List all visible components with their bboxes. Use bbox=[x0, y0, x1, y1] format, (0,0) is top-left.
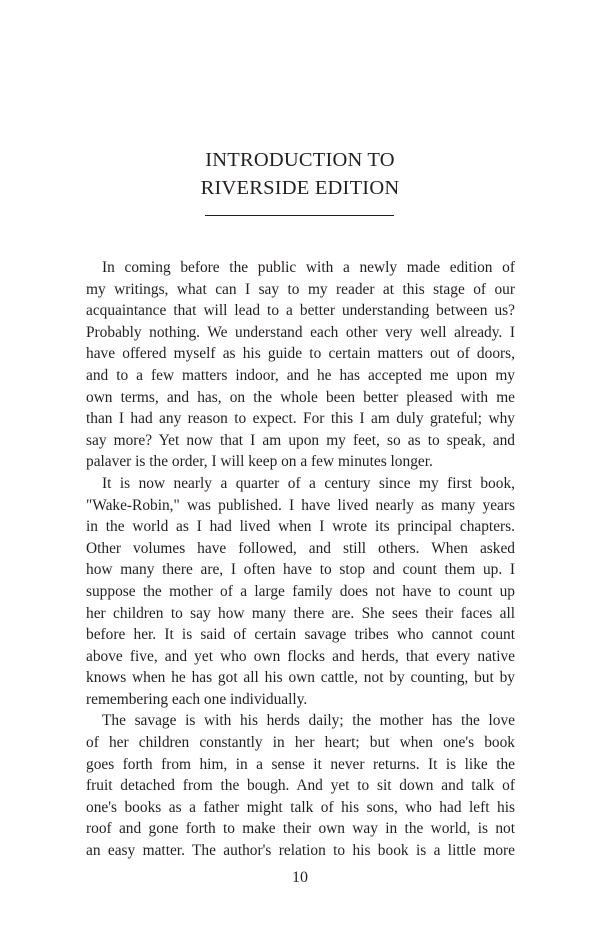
text-line: roof and gone forth to make their own way in the world, is not bbox=[86, 820, 515, 838]
paragraph bbox=[86, 710, 515, 861]
text-line: palaver is the order, I will keep on a few minutes longer. bbox=[86, 453, 433, 471]
text-line: Probably nothing. We understand each other very well already. I bbox=[86, 323, 515, 341]
text-line: her children to say how many there are. She sees their faces all bbox=[86, 604, 515, 622]
paragraph bbox=[86, 473, 515, 711]
chapter-title-line-2: RIVERSIDE EDITION bbox=[200, 177, 400, 199]
text-line: goes forth from him, in a sense it never returns. It is like the bbox=[86, 755, 515, 773]
text-line: and to a few matters indoor, and he has accepted me upon my bbox=[86, 366, 515, 384]
text-line: above five, and yet who own flocks and herds, that every native bbox=[86, 647, 515, 665]
text-line: The savage is with his herds daily; the mother has the love bbox=[102, 712, 515, 730]
text-line: before her. It is said of certain savage tribes who cannot count bbox=[86, 626, 515, 644]
text-line: have offered myself as his guide to certain matters out of doors, bbox=[86, 345, 515, 363]
text-line: "Wake-Robin," was published. I have lived nearly as many years bbox=[86, 496, 515, 514]
text-line: than I had any reason to expect. For this I am duly grateful; why bbox=[86, 410, 515, 428]
text-line: In coming before the public with a newly made edition of bbox=[102, 259, 515, 276]
text-line: an easy matter. The author's relation to his book is a little more bbox=[86, 842, 515, 860]
page-number: 10 bbox=[292, 869, 308, 886]
text-line: It is now nearly a quarter of a century since my first book, bbox=[102, 474, 515, 492]
chapter-title bbox=[0, 146, 600, 202]
text-line: say more? Yet now that I am upon my feet, so as to speak, and bbox=[86, 431, 515, 449]
text-line: Other volumes have followed, and still others. When asked bbox=[86, 539, 515, 557]
text-line: fruit detached from the bough. And yet to sit down and talk of bbox=[86, 777, 515, 795]
text-line: suppose the mother of a large family does not have to count up bbox=[86, 582, 515, 600]
text-line: knows when he has got all his own cattle, not by counting, but by bbox=[86, 669, 515, 687]
text-line: one's books as a father might talk of his sons, who had left his bbox=[86, 798, 515, 816]
text-line: my writings, what can I say to my reader at this stage of our bbox=[86, 280, 515, 298]
text-line: of her children constantly in her heart; but when one's book bbox=[86, 734, 515, 752]
title-divider-rule bbox=[205, 215, 394, 216]
text-line: own terms, and has, on the whole been better pleased with me bbox=[86, 388, 515, 406]
text-line: how many there are, I often have to stop and count them up. I bbox=[86, 561, 515, 579]
text-line: in the world as I had lived when I wrote its principal chapters. bbox=[86, 518, 515, 536]
chapter-title-line-1: INTRODUCTION TO bbox=[205, 149, 395, 171]
paragraph bbox=[86, 257, 515, 473]
body-text bbox=[86, 257, 515, 862]
text-line: acquaintance that will lead to a better understanding between us? bbox=[86, 302, 515, 320]
text-line: remembering each one individually. bbox=[86, 690, 308, 708]
